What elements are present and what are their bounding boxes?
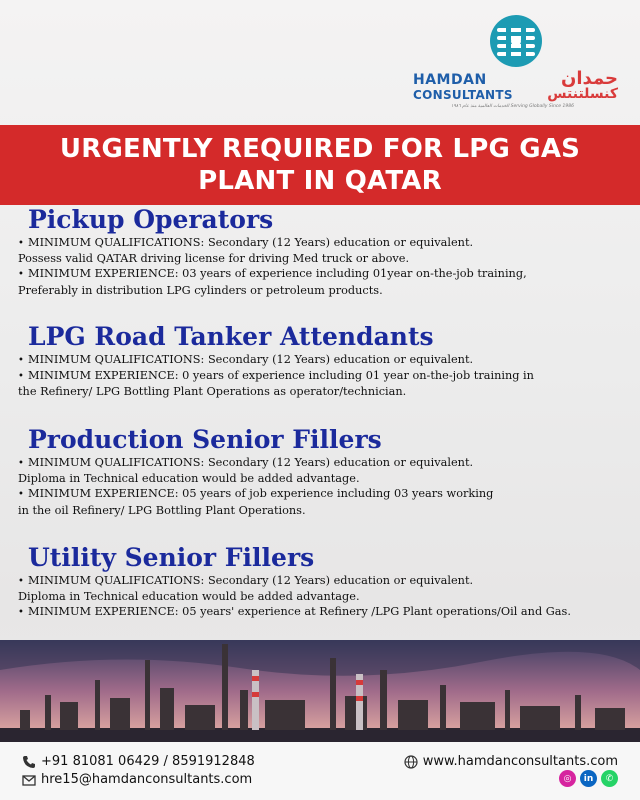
social-links [559, 770, 618, 787]
job-requirement: the Refinery/ LPG Bottling Plant Operations as operator/technician. [18, 385, 407, 399]
logo-mark-icon [489, 14, 543, 68]
job-requirement: Possess valid QATAR driving license for driving Med truck or above. [18, 252, 410, 266]
brand-name-en: HAMDAN [413, 72, 487, 88]
email-icon [22, 773, 36, 787]
job-requirement: • MINIMUM EXPERIENCE: 05 years of job experience including 03 years working [18, 487, 494, 501]
job-pickup-operators [18, 205, 628, 298]
job-title: Pickup Operators [28, 205, 274, 234]
phone-number[interactable]: +91 81081 06429 / 8591912848 [41, 754, 255, 769]
job-requirement: • MINIMUM EXPERIENCE: 05 years' experience at Refinery /LPG Plant operations/Oil and Gas. [18, 605, 571, 619]
job-requirement: • MINIMUM EXPERIENCE: 03 years of experience including 01year on-the-job training, [18, 267, 527, 281]
globe-icon [404, 755, 418, 769]
brand-sub-en: CONSULTANTS [413, 88, 513, 102]
refinery-illustration [0, 640, 640, 742]
job-requirement: • MINIMUM QUALIFICATIONS: Secondary (12 Years) education or equivalent. [18, 456, 474, 469]
job-requirement: Diploma in Technical education would be added advantage. [18, 472, 360, 486]
job-requirement: • MINIMUM EXPERIENCE: 0 years of experience including 01 year on-the-job training in [18, 369, 534, 383]
job-title: Production Senior Fillers [28, 425, 382, 454]
job-requirement: Diploma in Technical education would be added advantage. [18, 590, 360, 604]
job-title: Utility Senior Fillers [28, 543, 315, 572]
phone-icon [22, 755, 36, 769]
contact-footer [0, 742, 640, 800]
email-address[interactable]: hre15@hamdanconsultants.com [41, 772, 253, 787]
job-requirement: in the oil Refinery/ LPG Bottling Plant Operations. [18, 503, 306, 517]
email-row [22, 772, 252, 787]
company-logo [413, 10, 618, 110]
job-lpg-road-tanker-attendants [18, 322, 628, 400]
instagram-icon[interactable]: ◎ [559, 770, 576, 787]
job-requirement: • MINIMUM QUALIFICATIONS: Secondary (12 Years) education or equivalent. [18, 574, 474, 587]
headline-title: URGENTLY REQUIRED FOR LPG GAS PLANT IN QATAR [59, 134, 581, 196]
brand-sub-ar: كنسلتنتس [547, 86, 618, 102]
brand-tagline: الخدمات العالمية منذ عام ١٩٨٦ Serving Globally Since 1986 [451, 104, 574, 109]
refinery-image [0, 640, 640, 742]
headline-banner [0, 125, 640, 205]
website-row [404, 754, 618, 769]
job-utility-senior-fillers [18, 543, 628, 621]
website-link[interactable]: www.hamdanconsultants.com [422, 754, 618, 769]
brand-sub [413, 88, 618, 102]
job-requirement: Preferably in distribution LPG cylinders or petroleum products. [18, 283, 383, 297]
job-title: LPG Road Tanker Attendants [28, 322, 434, 351]
job-requirement: • MINIMUM QUALIFICATIONS: Secondary (12 Years) education or equivalent. [18, 353, 474, 366]
job-production-senior-fillers [18, 425, 628, 518]
brand-name-ar: حمدان [561, 68, 618, 89]
phone-row [22, 754, 255, 769]
whatsapp-icon[interactable]: ✆ [601, 770, 618, 787]
job-requirement: • MINIMUM QUALIFICATIONS: Secondary (12 Years) education or equivalent. [18, 236, 474, 249]
linkedin-icon[interactable]: in [580, 770, 597, 787]
